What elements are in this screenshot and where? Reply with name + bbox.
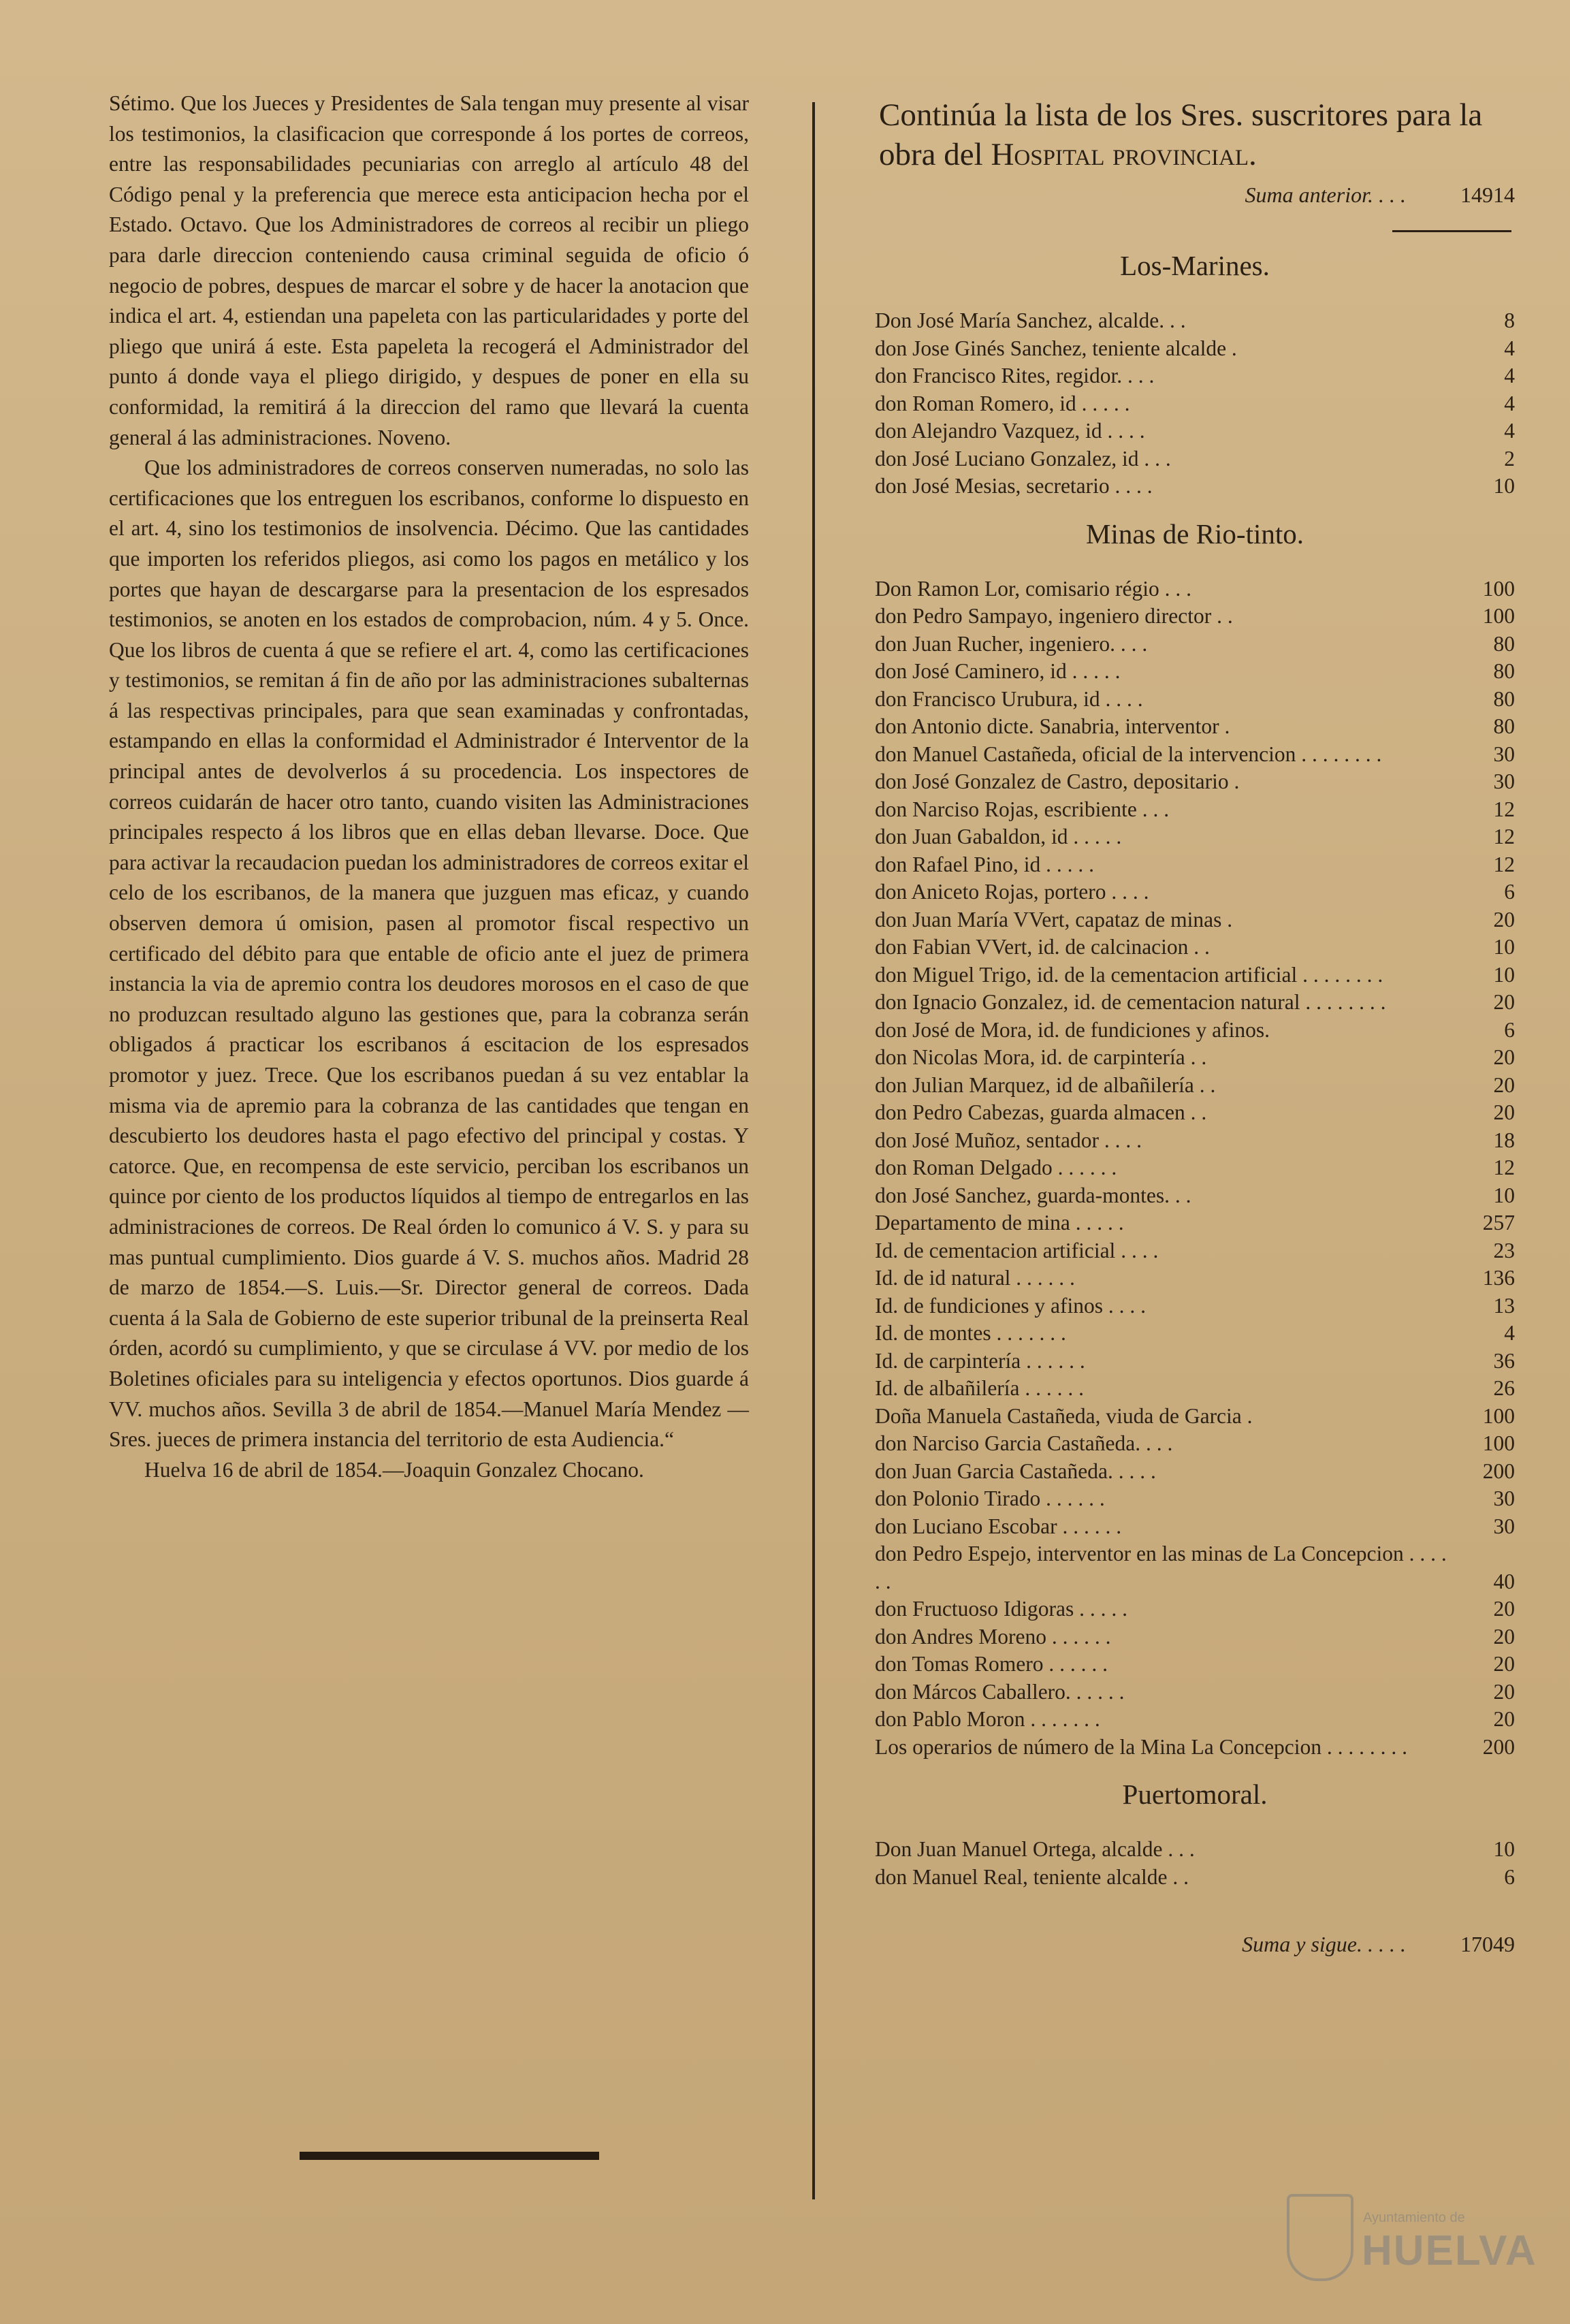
subscriber-name: Id. de albañilería . . . . . . <box>875 1376 1085 1400</box>
subscriber-amount: 80 <box>1493 659 1515 683</box>
sum-previous-label: Suma anterior. . . . <box>1245 182 1406 207</box>
subscriber-name: Id. de cementacion artificial . . . . <box>875 1238 1159 1262</box>
subscriber-amount: 20 <box>1493 1679 1515 1704</box>
subscriber-row <box>875 1595 1515 1623</box>
subscriber-name: Don José María Sanchez, alcalde. . . <box>875 308 1186 332</box>
subscriber-amount: 23 <box>1493 1238 1515 1262</box>
subscriber-row <box>875 823 1515 851</box>
subscriber-name: don Julian Marquez, id de albañilería . . <box>875 1072 1216 1097</box>
subscriber-amount: 80 <box>1493 631 1515 656</box>
subscriber-row <box>875 473 1515 500</box>
subscriber-amount: 6 <box>1504 1017 1515 1042</box>
subscriber-amount: 100 <box>1482 1403 1515 1428</box>
section-heading: Minas de Rio-tinto. <box>1085 518 1304 550</box>
sum-previous <box>875 182 1515 230</box>
subscriber-amount: 4 <box>1504 364 1515 387</box>
signature-line: Huelva 16 de abril de 1854.—Joaquin Gonzalez Chocano. <box>144 1457 644 1482</box>
subscriber-row <box>875 575 1515 603</box>
subscriber-amount: 4 <box>1504 1321 1515 1345</box>
subscriber-row <box>875 989 1515 1017</box>
subscriber-name: Doña Manuela Castañeda, viuda de Garcia . <box>875 1403 1253 1428</box>
subscriber-amount: 20 <box>1493 907 1515 932</box>
subscriber-row <box>875 1237 1515 1265</box>
subscriber-row <box>875 335 1515 363</box>
subscriber-name: don Narciso Rojas, escribiente . . . <box>875 797 1170 821</box>
subscriber-row <box>875 445 1515 473</box>
subscriber-name: don José Gonzalez de Castro, depositario . <box>875 769 1240 793</box>
subscriber-name: don Rafael Pino, id . . . . . <box>875 852 1094 876</box>
subscriber-row <box>875 1099 1515 1127</box>
subscriber-row <box>875 390 1515 418</box>
sum-next <box>875 1932 1515 1979</box>
subscriber-amount: 20 <box>1493 1100 1515 1124</box>
subscriber-row <box>875 631 1515 658</box>
subscriber-name: don Antonio dicte. Sanabria, interventor . <box>875 714 1230 738</box>
subscriber-name: don Juan Garcia Castañeda. . . . . <box>875 1459 1156 1483</box>
subscriber-name: Id. de carpintería . . . . . . <box>875 1348 1085 1373</box>
subscriber-name: don Jose Ginés Sanchez, teniente alcalde . <box>875 336 1237 360</box>
left-column <box>109 89 749 1485</box>
subscriber-name: Los operarios de número de la Mina La Concepcion . . . . . . . . <box>875 1734 1408 1759</box>
paragraph-2: Que los administradores de correos conserven numeradas, no solo las certificaciones que los entreguen los escribanos, conforme lo dispuesto en el art. 4, sino los testimonios de insolvencia. Décimo. Que las cantidades que importen los referidos pliegos, asi como los pagos en metálico y los portes que hayan de descargarse para la presentacion de los espresados testimonios, se anoten en los estados de comprobacion, núm. 4 y 5. Once. Que los libros de cuenta á que se refiere el art. 4, como las certificaciones y testimonios, se remitan á fin de año por las administraciones subalternas á las respectivas principales, para que sean examinadas y confrontadas, estampando en ellas la conformidad el Administrador é Interventor de la principal antes de devolverlos á su procedencia. Los inspectores de correos cuidarán de hacer otro tanto, cuando visiten las Administraciones principales respecto á los libros que en ellas deban llevarse. Doce. Que para activar la recaudacion puedan los administradores de correos exitar el celo de los escribanos, de la manera que juzguen mas eficaz, y cuando observen demora ú omision, pasen al promotor fiscal respectivo un certificado del débito para que entable de oficio ante el juez de primera instancia la via de apremio contra los deudores morosos en el caso de que no produzcan resultado alguno las gestiones que, para la cobranza serán obligados á practicar los escribanos á escitacion de los espresados promotor y juez. Trece. Que los escribanos puedan á su vez entablar la misma via de apremio para la cobranza de las cantidades que tengan en descubierto los deudores hasta el pago efectivo del principal y costas. Y catorce. Que, en recompensa de este servicio, perciban los escribanos un quince por ciento de los productos líquidos al tiempo de entregarlos en las administraciones de correos. De Real órden lo comunico á V. S. y para su mas puntual cumplimiento. Dios guarde á V. S. muchos años. Madrid 28 de marzo de 1854.—S. Luis.—Sr. Director general de correos. Dada cuenta á la Sala de Gobierno de este superior tribunal de la preinserta Real órden, acordó su cumplimiento, y que se circulase á VV. por medio de los Boletines oficiales para su inteligencia y efectos oportunos. Dios guarde á VV. muchos años. Sevilla 3 de abril de 1854.—Manuel María Mendez —Sres. jueces de primera instancia del territorio de esta Audiencia.“ <box>109 456 749 1452</box>
subscriber-name: Don Juan Manuel Ortega, alcalde . . . <box>875 1837 1195 1861</box>
subscriber-row <box>875 1127 1515 1155</box>
subscriber-amount: 20 <box>1493 1045 1515 1069</box>
subscriber-amount: 30 <box>1493 1486 1515 1510</box>
subscriber-row <box>875 1430 1515 1458</box>
subscriber-name: don José de Mora, id. de fundiciones y afinos. <box>875 1017 1270 1042</box>
subscriber-amount: 26 <box>1493 1376 1515 1400</box>
subscriber-amount: 12 <box>1493 852 1515 876</box>
subscriber-name: don Francisco Urubura, id . . . . <box>875 686 1143 711</box>
subscriber-row <box>875 1458 1515 1486</box>
subscriber-row <box>875 1540 1515 1595</box>
watermark-small-text: Ayuntamiento de <box>1363 2210 1465 2225</box>
subscriber-name: Id. de fundiciones y afinos . . . . <box>875 1293 1147 1318</box>
subscriber-name: don Manuel Real, teniente alcalde . . <box>875 1864 1189 1889</box>
subscriber-name: don Juan María VVert, capataz de minas . <box>875 907 1233 932</box>
subscriber-amount: 8 <box>1504 308 1515 332</box>
subscriber-name: don Fabian VVert, id. de calcinacion . . <box>875 935 1210 959</box>
subscriber-name: don Pedro Cabezas, guarda almacen . . <box>875 1100 1207 1124</box>
subscriber-row <box>875 1864 1515 1892</box>
subscriber-amount: 12 <box>1493 825 1515 848</box>
subscriber-amount: 100 <box>1482 604 1515 628</box>
subscriber-amount: 10 <box>1493 1837 1515 1861</box>
subscriber-row <box>875 658 1515 686</box>
subscriber-name: don José Sanchez, guarda-montes. . . <box>875 1183 1191 1207</box>
subscriber-amount: 100 <box>1482 576 1515 601</box>
subscriber-amount: 136 <box>1482 1266 1515 1290</box>
subscriber-name: don Márcos Caballero. . . . . . <box>875 1679 1125 1704</box>
subscriber-amount: 40 <box>1493 1569 1515 1593</box>
list-title-main: Continúa la lista de los Sres. suscritores para la obra del <box>879 97 1483 172</box>
subscriber-amount: 20 <box>1493 990 1515 1014</box>
subscriber-amount: 12 <box>1493 797 1515 821</box>
subscriber-row <box>875 878 1515 906</box>
subscriber-amount: 200 <box>1482 1734 1515 1759</box>
subscriber-amount: 257 <box>1482 1211 1515 1235</box>
subscriber-row <box>875 1292 1515 1320</box>
watermark-word: HUELVA <box>1362 2227 1537 2274</box>
subscriber-row <box>875 934 1515 961</box>
subscriber-row <box>875 796 1515 824</box>
subscriber-row <box>875 1072 1515 1100</box>
subscriber-amount: 100 <box>1482 1431 1515 1455</box>
subscriber-amount: 20 <box>1493 1597 1515 1621</box>
subscriber-name: don Pedro Espejo, interventor en las minas de La Concepcion . . . . . . <box>875 1542 1447 1593</box>
subscriber-row <box>875 307 1515 335</box>
subscriber-name: don Fructuoso Idigoras . . . . . <box>875 1597 1127 1621</box>
subscriber-name: don José Luciano Gonzalez, id . . . <box>875 446 1171 471</box>
subscriber-row <box>875 1651 1515 1678</box>
subscriber-amount: 20 <box>1493 1072 1515 1097</box>
subscriber-row <box>875 1623 1515 1651</box>
sum-rule <box>1392 230 1511 232</box>
subscriber-sections <box>875 249 1515 1891</box>
sum-next-value: 17049 <box>1460 1932 1515 1956</box>
subscriber-name: Don Ramon Lor, comisario régio . . . <box>875 576 1192 601</box>
subscriber-row <box>875 1836 1515 1864</box>
subscriber-row <box>875 1209 1515 1237</box>
coat-of-arms-icon <box>1287 2194 1353 2281</box>
subscriber-row <box>875 1403 1515 1431</box>
subscriber-amount: 12 <box>1493 1156 1515 1179</box>
subscriber-row <box>875 741 1515 769</box>
subscriber-row <box>875 1375 1515 1403</box>
subscriber-amount: 4 <box>1504 419 1515 443</box>
subscriber-row <box>875 1044 1515 1072</box>
subscriber-amount: 80 <box>1493 714 1515 738</box>
archive-watermark <box>1280 2186 1537 2295</box>
subscriber-name: Id. de id natural . . . . . . <box>875 1266 1075 1290</box>
subscriber-row <box>875 1182 1515 1210</box>
sum-next-label: Suma y sigue. . . . . <box>1242 1932 1406 1956</box>
subscriber-name: don Alejandro Vazquez, id . . . . <box>875 419 1145 443</box>
end-rule <box>300 2152 599 2160</box>
list-title-hospital: Hospital provincial. <box>991 137 1257 172</box>
subscriber-row <box>875 603 1515 631</box>
subscriber-amount: 2 <box>1504 446 1515 471</box>
subscriber-name: don Francisco Rites, regidor. . . . <box>875 364 1155 387</box>
sum-previous-value: 14914 <box>1460 182 1515 207</box>
subscriber-amount: 4 <box>1504 391 1515 415</box>
subscriber-row <box>875 1678 1515 1706</box>
subscriber-name: don Miguel Trigo, id. de la cementacion artificial . . . . . . . . <box>875 962 1383 987</box>
subscriber-name: don Tomas Romero . . . . . . <box>875 1652 1108 1676</box>
subscriber-amount: 10 <box>1493 935 1515 959</box>
subscriber-name: Id. de montes . . . . . . . <box>875 1321 1066 1345</box>
right-column <box>875 95 1515 1979</box>
subscriber-amount: 30 <box>1493 769 1515 793</box>
column-divider <box>812 102 815 2199</box>
subscriber-name: don Juan Gabaldon, id . . . . . <box>875 825 1122 848</box>
subscriber-row <box>875 1485 1515 1513</box>
subscriber-row <box>875 906 1515 934</box>
subscriber-amount: 20 <box>1493 1652 1515 1676</box>
subscriber-amount: 80 <box>1493 686 1515 711</box>
subscriber-amount: 6 <box>1504 880 1515 904</box>
subscriber-amount: 18 <box>1493 1128 1515 1152</box>
subscriber-name: don Polonio Tirado . . . . . . <box>875 1486 1105 1510</box>
subscriber-row <box>875 1734 1515 1762</box>
subscriber-row <box>875 1320 1515 1348</box>
subscriber-amount: 200 <box>1482 1459 1515 1483</box>
subscriber-row <box>875 1154 1515 1182</box>
subscriber-name: don Andres Moreno . . . . . . <box>875 1624 1111 1649</box>
subscriber-amount: 20 <box>1493 1624 1515 1649</box>
subscriber-name: don Luciano Escobar . . . . . . <box>875 1514 1122 1538</box>
subscriber-name: don Narciso Garcia Castañeda. . . . <box>875 1431 1173 1455</box>
section-heading: Los-Marines. <box>1120 250 1270 281</box>
subscriber-amount: 30 <box>1493 742 1515 766</box>
subscriber-row <box>875 768 1515 796</box>
paragraph-1: Sétimo. Que los Jueces y Presidentes de Sala tengan muy presente al visar los testimonios, la clasificacion que corresponde á los portes de correos, entre las responsabilidades pecuniarias con arreglo al artículo 48 del Código penal y la preferencia que merece esta anticipacion hecha por el Estado. Octavo. Que los Administradores de correos al recibir un pliego para darle direccion conteniendo causa criminal seguida de oficio ó negocio de pobres, despues de marcar el sobre y de hacer la anotacion que indica el art. 4, estiendan una papeleta con las particularidades y porte del pliego que unirá á este. Esta papeleta la recogerá el Administrador del punto á donde vaya el pliego dirigido, y despues de poner en ella su conformidad, la remitirá á la direccion del ramo que llevará la cuenta general á las administraciones. Noveno. <box>109 91 749 449</box>
subscriber-name: don Ignacio Gonzalez, id. de cementacion natural . . . . . . . . <box>875 990 1386 1014</box>
subscriber-row <box>875 961 1515 989</box>
subscriber-row <box>875 713 1515 741</box>
subscriber-row <box>875 1513 1515 1541</box>
section-heading: Puertomoral. <box>1122 1779 1268 1810</box>
subscriber-name: don Roman Romero, id . . . . . <box>875 391 1130 415</box>
subscriber-amount: 10 <box>1493 1183 1515 1207</box>
subscriber-row <box>875 1706 1515 1734</box>
subscriber-row <box>875 417 1515 445</box>
subscriber-name: don José Muñoz, sentador . . . . <box>875 1128 1142 1152</box>
subscriber-row <box>875 1264 1515 1292</box>
subscriber-name: don Roman Delgado . . . . . . <box>875 1156 1117 1179</box>
subscriber-name: don Manuel Castañeda, oficial de la intervencion . . . . . . . . <box>875 742 1382 766</box>
subscriber-amount: 36 <box>1493 1348 1515 1373</box>
subscriber-name: don Aniceto Rojas, portero . . . . <box>875 880 1149 904</box>
subscriber-row <box>875 1348 1515 1375</box>
subscriber-name: don José Mesias, secretario . . . . <box>875 474 1153 498</box>
subscriber-name: don Juan Rucher, ingeniero. . . . <box>875 631 1148 656</box>
list-title <box>879 95 1515 174</box>
subscriber-amount: 10 <box>1493 962 1515 987</box>
subscriber-amount: 4 <box>1504 336 1515 360</box>
subscriber-amount: 30 <box>1493 1514 1515 1538</box>
subscriber-row <box>875 851 1515 879</box>
subscriber-name: don José Caminero, id . . . . . <box>875 659 1121 683</box>
subscriber-amount: 20 <box>1493 1707 1515 1731</box>
subscriber-row <box>875 362 1515 390</box>
subscriber-amount: 10 <box>1493 474 1515 498</box>
subscriber-name: don Pedro Sampayo, ingeniero director . . <box>875 604 1233 628</box>
subscriber-row <box>875 686 1515 714</box>
subscriber-amount: 6 <box>1504 1864 1515 1889</box>
subscriber-row <box>875 1017 1515 1045</box>
subscriber-name: Departamento de mina . . . . . <box>875 1211 1124 1235</box>
subscriber-name: don Pablo Moron . . . . . . . <box>875 1707 1100 1731</box>
subscriber-amount: 13 <box>1493 1293 1515 1318</box>
subscriber-name: don Nicolas Mora, id. de carpintería . . <box>875 1045 1207 1069</box>
